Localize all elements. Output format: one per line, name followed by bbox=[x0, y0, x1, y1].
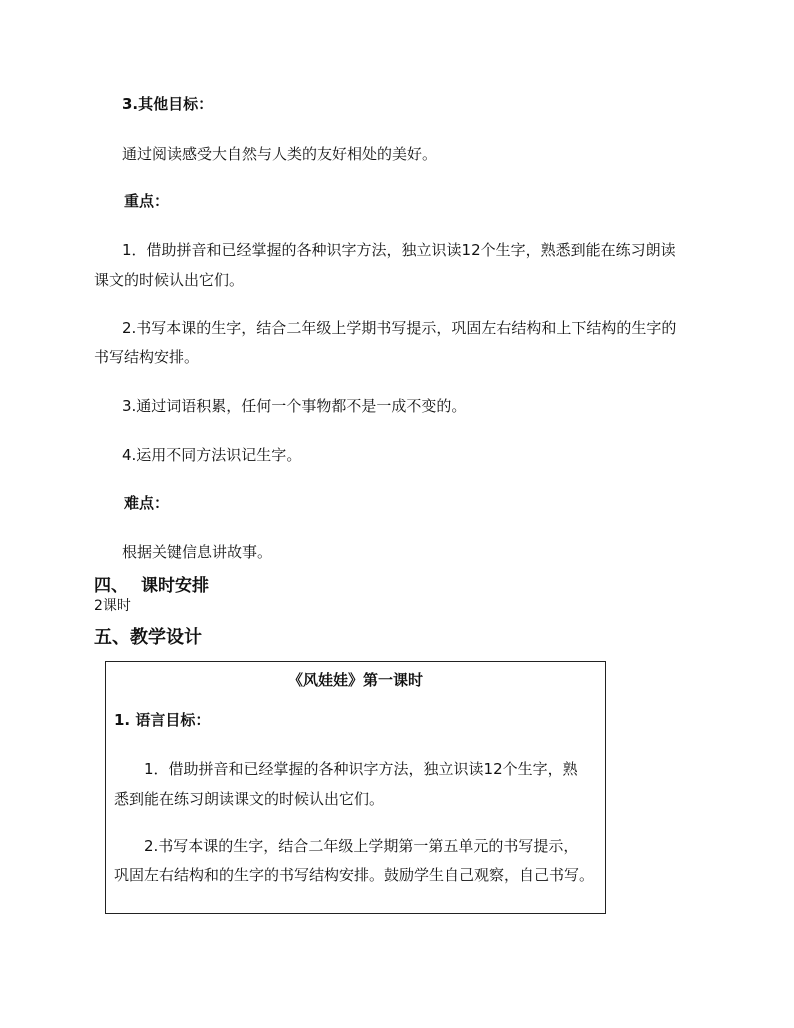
key-point-3: 3.通过词语积累，任何一个事物都不是一成不变的。 bbox=[122, 397, 467, 415]
lesson-item-1-line-2: 悉到能在练习朗读课文的时候认出它们。 bbox=[114, 790, 385, 808]
schedule-number: 四、 bbox=[94, 576, 128, 596]
other-goals-heading: 3.其他目标： bbox=[122, 95, 214, 113]
lesson-item-1-line-1: 1．借助拼音和已经掌握的各种识字方法，独立识读12个生字，熟 bbox=[144, 760, 578, 778]
difficulty-text: 根据关键信息讲故事。 bbox=[122, 543, 273, 561]
schedule-heading: 课时安排 bbox=[141, 576, 209, 596]
difficulty-heading: 难点： bbox=[124, 494, 170, 512]
lesson-box-title: 《风娃娃》第一课时 bbox=[287, 671, 423, 689]
lesson-plan-box bbox=[105, 661, 606, 914]
key-point-2-line-1: 2.书写本课的生字，结合二年级上学期书写提示，巩固左右结构和上下结构的生字的 bbox=[122, 319, 677, 337]
lesson-item-2-line-1: 2.书写本课的生字，结合二年级上学期第一第五单元的书写提示， bbox=[144, 837, 579, 855]
key-points-heading: 重点： bbox=[124, 192, 170, 210]
key-point-1-line-2: 课文的时候认出它们。 bbox=[94, 271, 245, 289]
key-point-2-line-2: 书写结构安排。 bbox=[94, 348, 200, 366]
other-goals-text: 通过阅读感受大自然与人类的友好相处的美好。 bbox=[122, 145, 438, 163]
lesson-goal-heading: 1. 语言目标： bbox=[114, 711, 211, 729]
lesson-item-2-line-2: 巩固左右结构和的生字的书写结构安排。鼓励学生自己观察，自己书写。 bbox=[114, 866, 595, 884]
design-heading: 五、教学设计 bbox=[94, 627, 202, 648]
schedule-value: 2课时 bbox=[94, 598, 131, 614]
key-point-1-line-1: 1．借助拼音和已经掌握的各种识字方法，独立识读12个生字，熟悉到能在练习朗读 bbox=[122, 241, 676, 259]
key-point-4: 4.运用不同方法识记生字。 bbox=[122, 446, 302, 464]
